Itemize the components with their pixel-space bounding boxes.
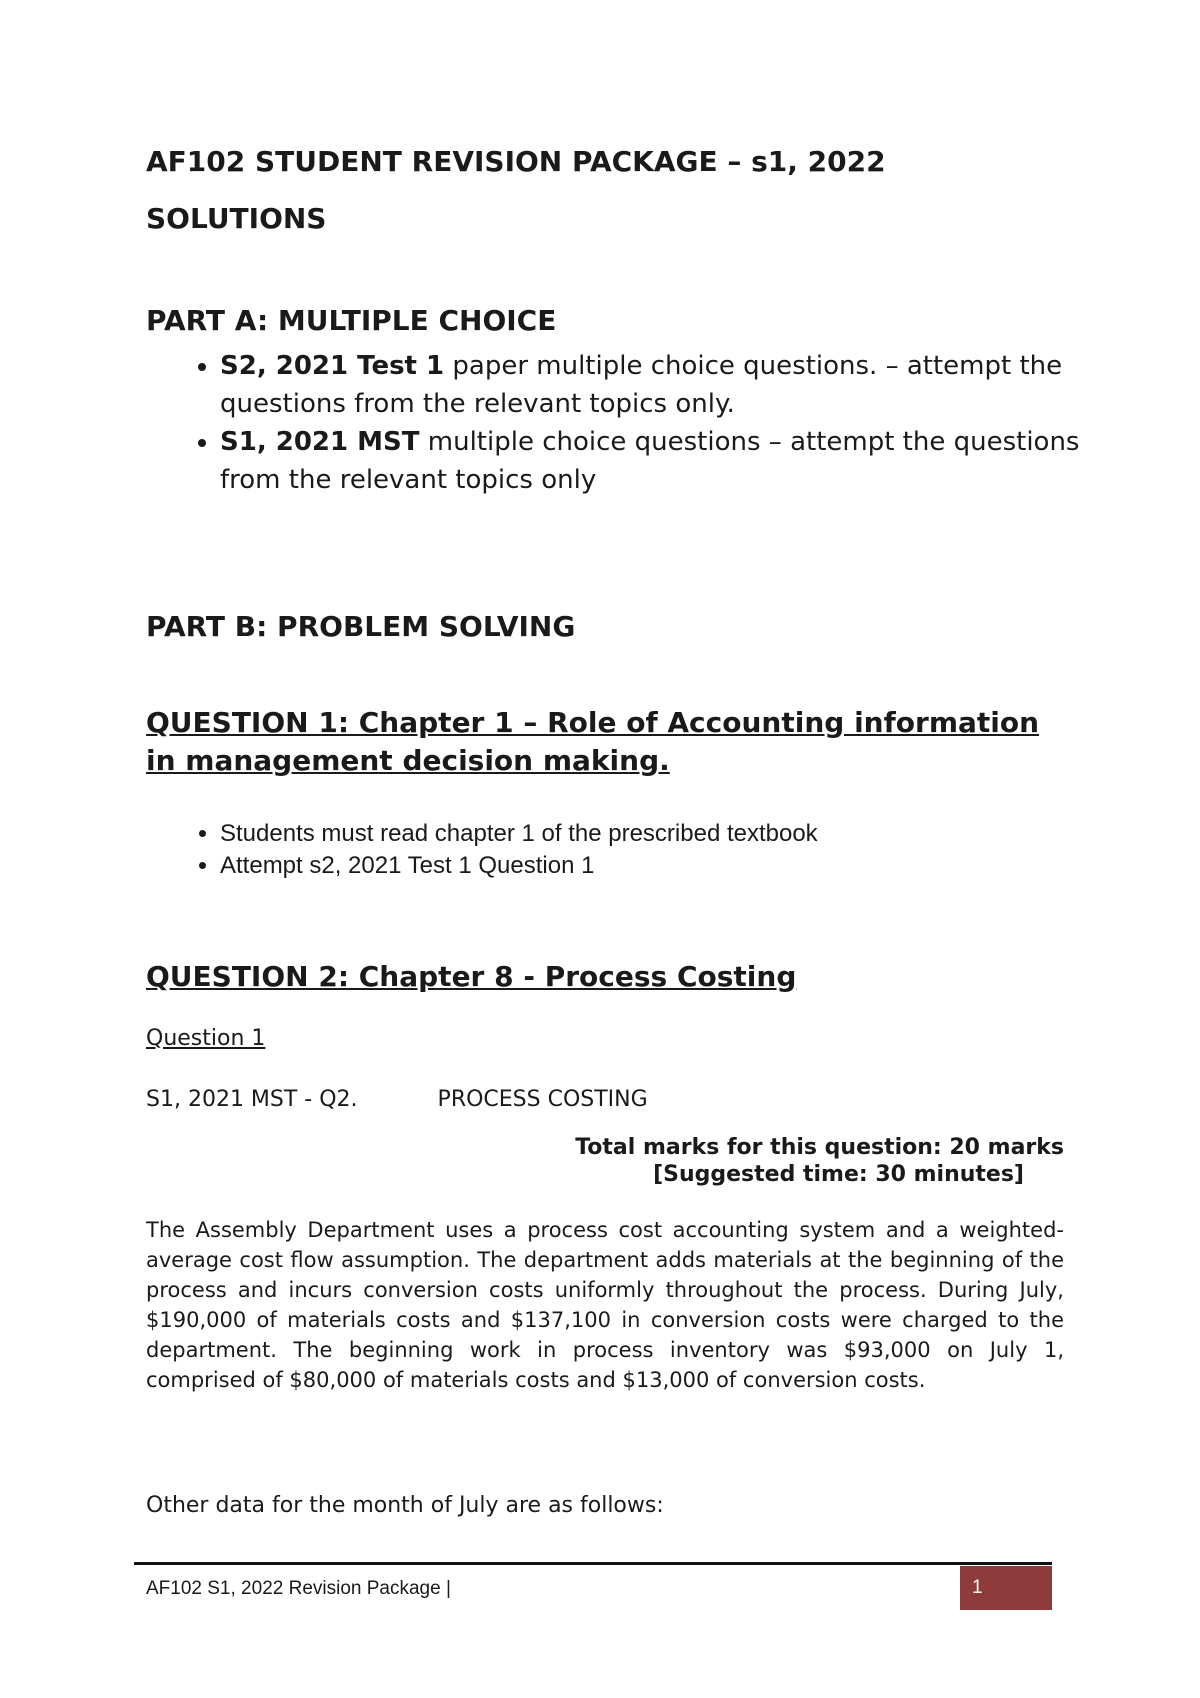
question-1-list <box>146 818 1120 882</box>
list-item <box>220 347 1120 423</box>
item-bold: S2, 2021 Test 1 <box>220 351 445 381</box>
question-2-heading: QUESTION 2: Chapter 8 - Process Costing <box>146 960 797 993</box>
reference-title: PROCESS COSTING <box>437 1087 648 1112</box>
question-1-heading: QUESTION 1: Chapter 1 – Role of Accounting information in management decision making. <box>146 706 1040 777</box>
question-subheading: Question 1 <box>146 1026 266 1051</box>
item-text: multiple choice questions – attempt the questions from the relevant topics only <box>220 427 1080 495</box>
list-item <box>220 423 1120 499</box>
question-paragraph: The Assembly Department uses a process cost accounting system and a weighted-average cost flow assumption. The department adds materials at the beginning of the process and incurs conversion costs uniformly throughout the process. During July, $190,000 of materials costs and $137,100 in conversion costs were charged to the department. The beginning work in process inventory was $93,000 on July 1, comprised of $80,000 of materials costs and $13,000 of conversion costs. <box>146 1218 1064 1392</box>
part-a-heading: PART A: MULTIPLE CHOICE <box>146 304 557 337</box>
suggested-time: [Suggested time: 30 minutes] <box>653 1162 1024 1187</box>
item-text: paper multiple choice questions. – attempt the questions from the relevant topics only. <box>220 351 1063 419</box>
part-b-heading: PART B: PROBLEM SOLVING <box>146 610 576 643</box>
document-title: AF102 STUDENT REVISION PACKAGE – s1, 2022 <box>146 145 886 178</box>
reference-code: S1, 2021 MST - Q2. <box>146 1087 358 1112</box>
list-item: • Students must read chapter 1 of the prescribed textbook <box>220 818 1120 850</box>
item-bold: S1, 2021 MST <box>220 427 420 457</box>
document-subtitle: SOLUTIONS <box>146 202 327 235</box>
footer-divider <box>134 1562 1052 1565</box>
other-data-intro: Other data for the month of July are as follows: <box>146 1493 664 1518</box>
total-marks: Total marks for this question: 20 marks <box>575 1135 1064 1160</box>
footer-text: AF102 S1, 2022 Revision Package | <box>146 1578 451 1599</box>
part-a-list <box>146 347 1120 499</box>
page-number-badge: 1 <box>960 1566 1052 1610</box>
list-item: • Attempt s2, 2021 Test 1 Question 1 <box>220 850 1120 882</box>
question-reference <box>146 1087 648 1112</box>
